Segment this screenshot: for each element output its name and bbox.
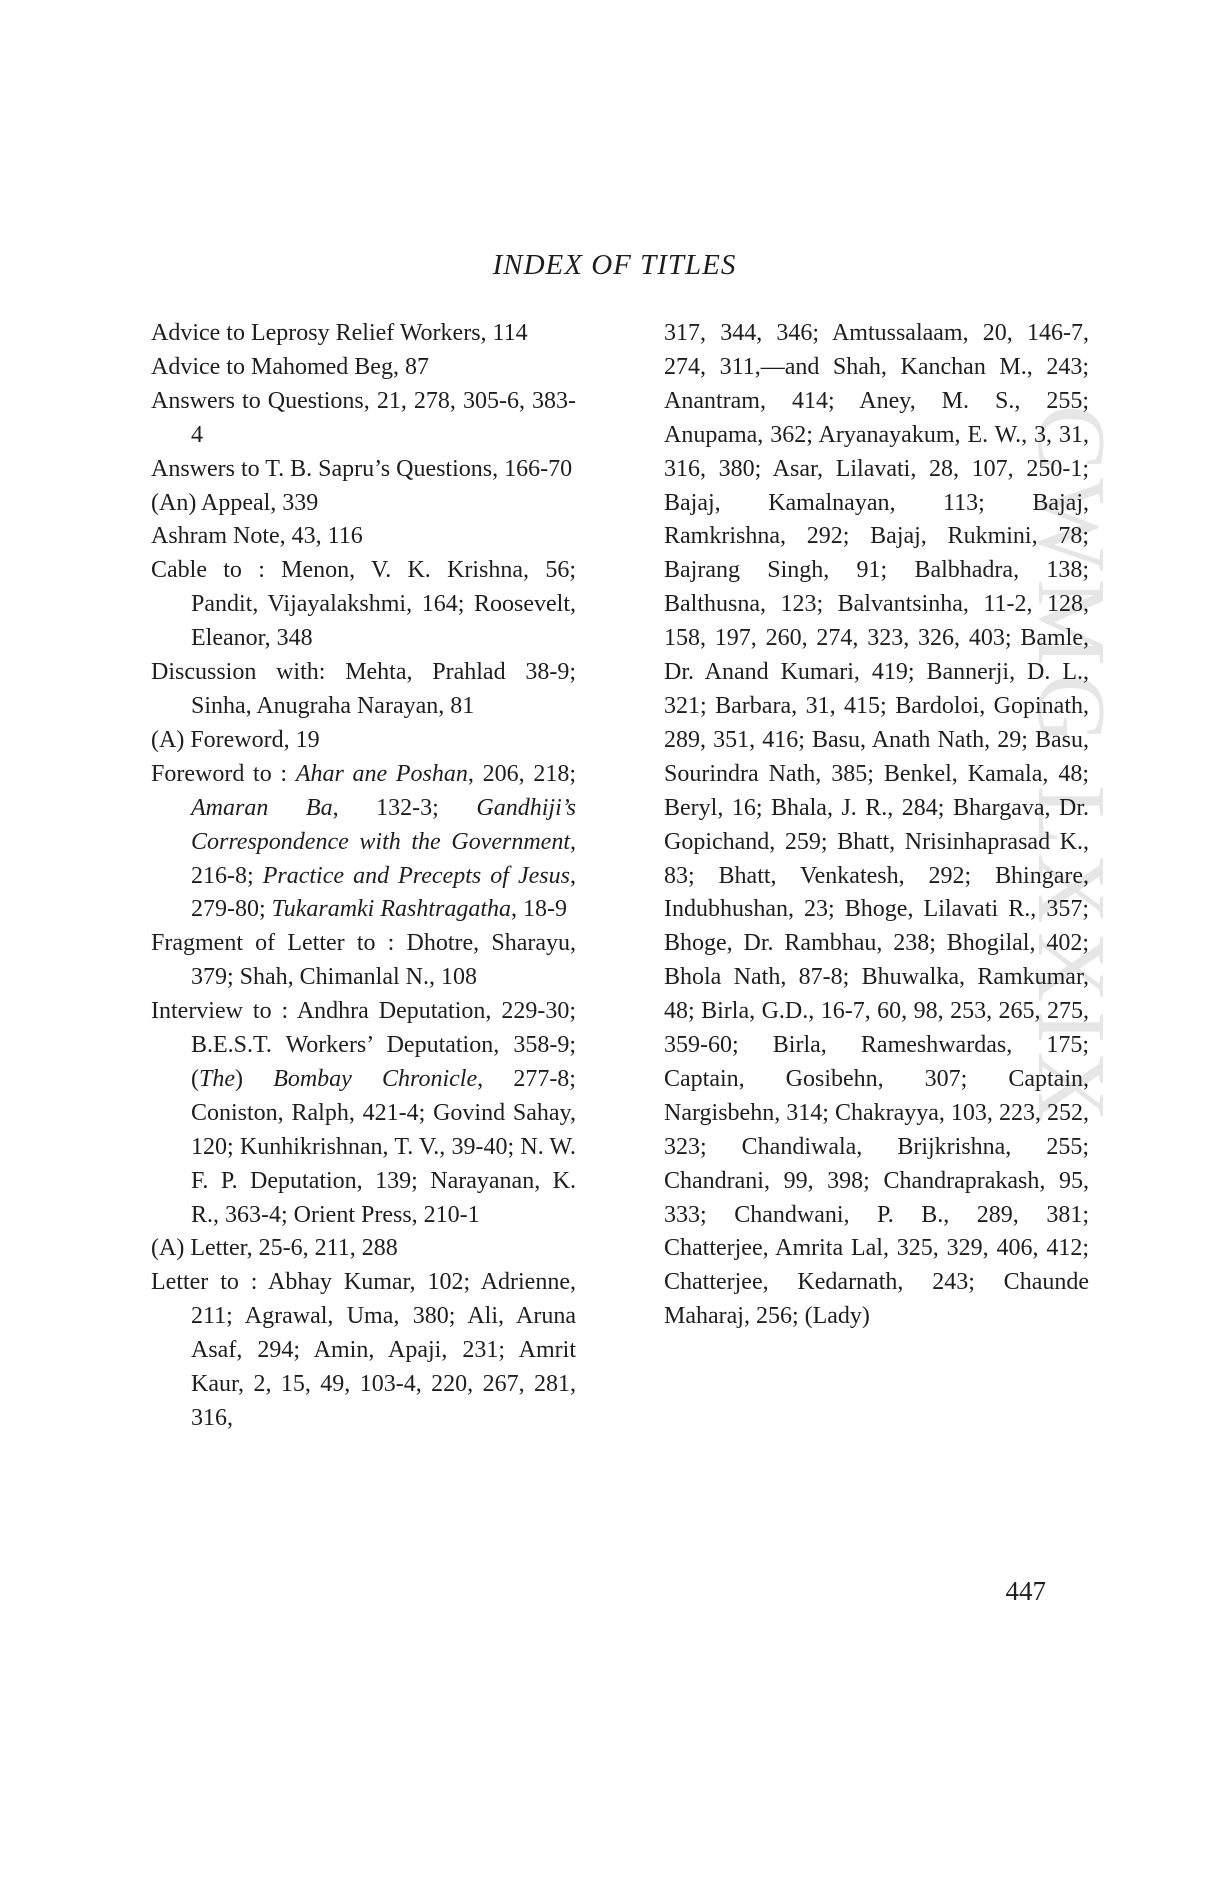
article: The xyxy=(199,1065,235,1092)
page-refs: , 132-3; xyxy=(332,794,477,821)
book-title: Tukaramki Rashtragatha xyxy=(271,896,512,923)
page-refs: , 206, 218; xyxy=(467,760,577,787)
page-refs: , 279-80; xyxy=(191,862,576,923)
index-column-left xyxy=(151,317,576,1436)
watermark: CWMG LXXIX xyxy=(1017,405,1125,1131)
book-title: Gandhiji’s Correspondence with the Government xyxy=(191,794,576,855)
entry-label: Foreword to : xyxy=(151,760,296,787)
entry-text: Interview to : Andhra Deputation, 229-30; B.E.S.T. Workers’ Deputation, 358-9; ( xyxy=(151,998,576,1092)
index-entry: (A) Foreword, 19 xyxy=(151,726,320,753)
page-number: 447 xyxy=(1005,1576,1046,1606)
index-column-right xyxy=(664,317,1089,1334)
index-entry-foreword-to xyxy=(151,758,576,928)
index-entry: Advice to Leprosy Relief Workers, 114 xyxy=(151,320,528,346)
index-entry: (A) Letter, 25-6, 211, 288 xyxy=(151,1235,398,1262)
index-entry: Answers to Questions, 21, 278, 305-6, 383-4 xyxy=(151,387,576,448)
entry-text: , 277-8; Coniston, Ralph, 421-4; Govind Sahay, 120; Kunhikrishnan, T. V., 39-40; N. W. F. P. Deputation, 139; Narayanan, K. R., 363-4; Orient Press, 210-1 xyxy=(191,1065,576,1228)
newspaper-title: Bombay Chronicle xyxy=(273,1065,478,1092)
index-entry: Advice to Mahomed Beg, 87 xyxy=(151,353,429,380)
index-entry: (An) Appeal, 339 xyxy=(151,489,319,516)
index-entry-continued: 317, 344, 346; Amtussalaam, 20, 146-7, 274, 311,—and Shah, Kanchan M., 243; Anantram, 414; Aney, M. S., 255; Anupama, 362; Aryanayakum, E. W., 3, 31, 316, 380; Asar, Lilavati, 28, 107, 250-1; Bajaj, Kamalnayan, 113; Bajaj, Ramkrishna, 292; Bajaj, Rukmini, 78; Bajrang Singh, 91; Balbhadra, 138; Balthusna, 123; Balvantsinha, 11-2, 128, 158, 197, 260, 274, 323, 326, 403; Bamle, Dr. Anand Kumari, 419; Bannerji, D. L., 321; Barbara, 31, 415; Bardoloi, Gopinath, 289, 351, 416; Basu, Anath Nath, 29; Basu, Sourindra Nath, 385; Benkel, Kamala, 48; Beryl, 16; Bhala, J. R., 284; Bhargava, Dr. Gopichand, 259; Bhatt, Nrisinhaprasad K., 83; Bhatt, Venkatesh, 292; Bhingare, Indubhushan, 23; Bhoge, Lilavati R., 357; Bhoge, Dr. Rambhau, 238; Bhogilal, 402; Bhola Nath, 87-8; Bhuwalka, Ramkumar, 48; Birla, G.D., 16-7, 60, 98, 253, 265, 275, 359-60; Birla, Rameshwardas, 175; Captain, Gosibehn, 307; Captain, Nargisbehn, 314; Chakrayya, 103, 223, 252, 323; Chandiwala, Brijkrishna, 255; Chandrani, 99, 398; Chandraprakash, 95, 333; Chandwani, P. B., 289, 381; Chatterjee, Amrita Lal, 325, 329, 406, 412; Chatterjee, Kedarnath, 243; Chaunde Maharaj, 256; (Lady) xyxy=(664,320,1089,1330)
book-title: Practice and Precepts of Jesus xyxy=(262,862,570,889)
index-entry: Cable to : Menon, V. K. Krishna, 56; Pandit, Vijayalakshmi, 164; Roosevelt, Eleanor, 348 xyxy=(151,557,576,652)
book-title: Ahar ane Poshan xyxy=(295,760,468,787)
book-title: Amaran Ba xyxy=(191,794,333,821)
index-entry: Ashram Note, 43, 116 xyxy=(151,523,363,550)
page-refs: , 216-8; xyxy=(191,828,576,889)
entry-text: ) xyxy=(235,1065,274,1092)
index-entry-interview-to xyxy=(151,995,576,1232)
index-entry: Discussion with: Mehta, Prahlad 38-9; Sinha, Anugraha Narayan, 81 xyxy=(151,659,576,719)
page-title: INDEX OF TITLES xyxy=(492,249,737,281)
index-entry: Fragment of Letter to : Dhotre, Sharayu, 379; Shah, Chimanlal N., 108 xyxy=(151,930,576,991)
page-refs: , 18-9 xyxy=(511,896,568,923)
index-entry: Answers to T. B. Sapru’s Questions, 166-70 xyxy=(151,455,573,482)
index-entry-letter-to: Letter to : Abhay Kumar, 102; Adrienne, 211; Agrawal, Uma, 380; Ali, Aruna Asaf, 294; Amin, Apaji, 231; Amrit Kaur, 2, 15, 49, 103-4, 220, 267, 281, 316, xyxy=(151,1269,576,1431)
